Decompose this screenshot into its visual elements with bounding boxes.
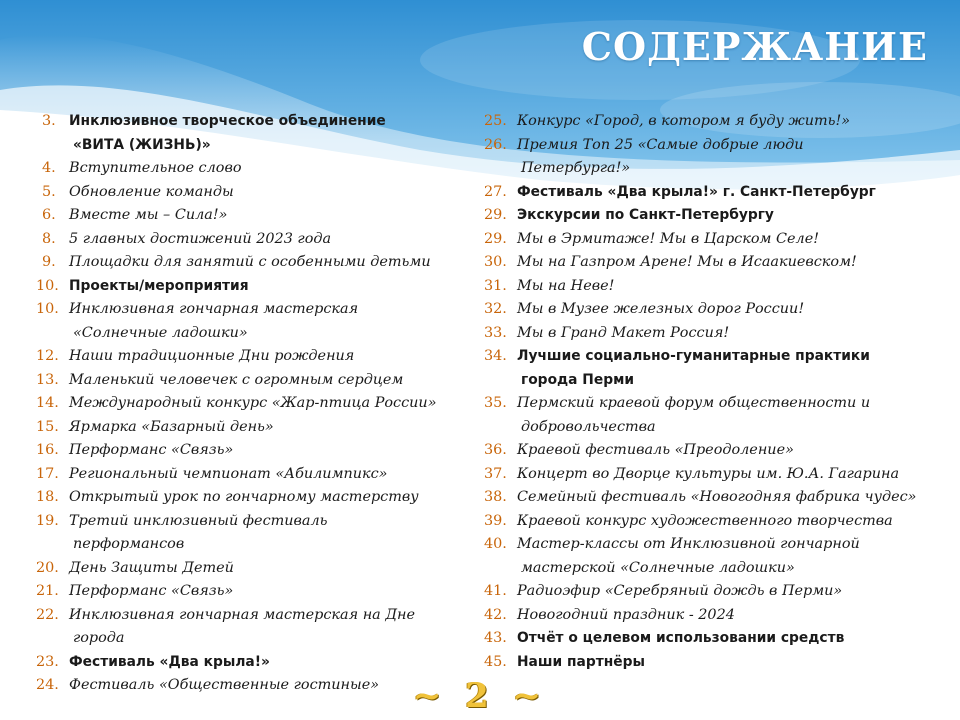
toc-entry-title-line: Вместе мы – Сила!»: [69, 207, 228, 223]
toc-entry-title: [514, 627, 944, 651]
toc-entry-title: [66, 486, 466, 510]
toc-entry: [36, 486, 466, 510]
toc-entry-title-line: День Защиты Детей: [69, 559, 234, 576]
toc-entry-page-number: 13.: [36, 371, 59, 388]
toc-entry-title: [514, 510, 944, 534]
toc-entry: [484, 604, 944, 628]
toc-entry-page-number: 33.: [484, 324, 507, 341]
toc-entry-page-number: 4.: [42, 160, 56, 176]
toc-entry-title: [514, 533, 944, 580]
toc-entry-title: [514, 251, 944, 275]
toc-entry-title-line: Премия Топ 25 «Самые добрые люди: [517, 136, 804, 153]
toc-entry: [484, 439, 944, 463]
toc-entry: [484, 651, 944, 675]
toc-entry-page-number: 10.: [36, 277, 59, 294]
toc-entry-title-line: Фестиваль «Общественные гостиные»: [69, 677, 380, 693]
toc-entry: [484, 510, 944, 534]
toc-entry-page-number: 16.: [36, 442, 59, 458]
toc-entry-title: [66, 181, 466, 205]
toc-entry: [36, 228, 466, 252]
page-title: СОДЕРЖАНИЕ: [581, 24, 928, 69]
toc-entry-page-number: 42.: [484, 606, 507, 623]
toc-entry: [484, 251, 944, 275]
toc-entry-title: [66, 275, 466, 299]
toc-entry-page-number: 29.: [484, 207, 507, 223]
toc-entry-title: [514, 181, 944, 205]
toc-entry-page-number: 35.: [484, 395, 507, 411]
toc-entry-title-line: Ярмарка «Базарный день»: [69, 418, 274, 435]
toc-entry-title-continuation: города Перми: [521, 371, 635, 388]
toc-entry: [484, 463, 944, 487]
toc-entry-title-continuation: добровольчества: [521, 418, 656, 435]
toc-entry-page-number: 36.: [484, 442, 507, 458]
toc-entry-page-number: 30.: [484, 254, 507, 270]
toc-entry-title: [514, 228, 944, 252]
toc-entry-page-number: 41.: [484, 583, 507, 599]
toc-entry: [484, 345, 944, 392]
toc-entry: [36, 298, 466, 345]
toc-entry-page-number: 39.: [484, 512, 507, 529]
toc-entry-title: [66, 439, 466, 463]
toc-entry-page-number: 24.: [36, 677, 59, 693]
toc-entry-title: [66, 392, 466, 416]
toc-entry-page-number: 43.: [484, 630, 507, 646]
toc-entry-title: [66, 651, 466, 675]
toc-entry-title-line: Конкурс «Город, в котором я буду жить!»: [517, 113, 851, 129]
toc-entry-page-number: 34.: [484, 348, 507, 364]
toc-entry-title-line: Экскурсии по Санкт-Петербургу: [517, 207, 774, 223]
toc-entry-title-line: Перформанс «Связь»: [69, 442, 234, 458]
toc-entry-title: [514, 580, 944, 604]
toc-entry-title: [66, 228, 466, 252]
toc-entry-page-number: 22.: [36, 606, 59, 623]
toc-entry-title: [66, 604, 466, 651]
toc-entry-title-line: Наши партнёры: [517, 653, 645, 670]
toc-entry-title: [514, 134, 944, 181]
toc-entry-title-line: Маленький человечек с огромным сердцем: [69, 371, 404, 388]
toc-entry-title-line: Региональный чемпионат «Абилимпикс»: [69, 465, 388, 482]
toc-left-column: [36, 110, 466, 698]
toc-entry: [484, 580, 944, 604]
toc-entry-page-number: 25.: [484, 113, 507, 129]
toc-entry-title: [514, 463, 944, 487]
toc-entry: [36, 604, 466, 651]
toc-entry-title-continuation: перформансов: [73, 536, 185, 552]
toc-entry-title: [514, 392, 944, 439]
toc-entry: [36, 204, 466, 228]
toc-entry-title-line: Перформанс «Связь»: [69, 583, 234, 599]
toc-entry: [36, 463, 466, 487]
toc-entry-title-line: Инклюзивная гончарная мастерская на Дне: [69, 606, 416, 623]
toc-entry: [36, 157, 466, 181]
toc-entry-title: [514, 322, 944, 346]
toc-entry-title-line: Мы на Неве!: [517, 277, 615, 294]
toc-entry-title-line: Концерт во Дворце культуры им. Ю.А. Гагарина: [517, 465, 900, 482]
toc-entry-title: [514, 486, 944, 510]
toc-entry-title: [514, 204, 944, 228]
toc-entry-title-line: 5 главных достижений 2023 года: [69, 230, 332, 247]
toc-entry-title: [514, 439, 944, 463]
toc-entry-title-line: Вступительное слово: [69, 160, 242, 176]
toc-entry: [484, 134, 944, 181]
toc-entry-page-number: 5.: [42, 183, 56, 200]
toc-entry-page-number: 17.: [36, 465, 59, 482]
toc-entry: [36, 651, 466, 675]
toc-entry-page-number: 26.: [484, 136, 507, 153]
toc-entry: [484, 627, 944, 651]
toc-entry: [484, 228, 944, 252]
toc-entry: [36, 181, 466, 205]
toc-entry-page-number: 20.: [36, 559, 59, 576]
toc-entry-page-number: 23.: [36, 653, 59, 670]
toc-entry-title-continuation: «Солнечные ладошки»: [73, 324, 248, 341]
toc-entry: [36, 345, 466, 369]
toc-entry-page-number: 10.: [36, 301, 59, 317]
toc-entry-title-line: Проекты/мероприятия: [69, 277, 249, 294]
toc-entry-page-number: 45.: [484, 653, 507, 670]
toc-entry-title-line: Наши традиционные Дни рождения: [69, 348, 355, 364]
toc-entry-title-line: Мы на Газпром Арене! Мы в Исаакиевском!: [517, 254, 857, 270]
toc-entry-page-number: 9.: [42, 254, 56, 270]
toc-entry-page-number: 12.: [36, 348, 59, 364]
toc-entry-title: [66, 204, 466, 228]
toc-entry-page-number: 18.: [36, 489, 59, 505]
toc-entry-title-line: Краевой конкурс художественного творчества: [517, 512, 893, 529]
toc-entry-page-number: 31.: [484, 277, 507, 294]
toc-entry-title-line: Мастер-классы от Инклюзивной гончарной: [517, 536, 860, 552]
toc-entry-page-number: 15.: [36, 418, 59, 435]
toc-entry-title-line: Лучшие социально-гуманитарные практики: [517, 348, 870, 364]
toc-entry: [484, 110, 944, 134]
toc-entry: [36, 580, 466, 604]
toc-entry-title-line: Радиоэфир «Серебряный дождь в Перми»: [517, 583, 843, 599]
toc-entry: [36, 369, 466, 393]
toc-entry-title-line: Семейный фестиваль «Новогодняя фабрика чудес»: [517, 489, 917, 505]
toc-entry-title-line: Мы в Эрмитаже! Мы в Царском Селе!: [517, 230, 819, 247]
toc-entry: [36, 439, 466, 463]
toc-entry-title: [66, 298, 466, 345]
toc-right-column: [484, 110, 944, 674]
toc-entry-title-line: Фестиваль «Два крыла!»: [69, 653, 270, 670]
toc-entry-title-line: Новогодний праздник - 2024: [517, 606, 735, 623]
toc-entry: [484, 486, 944, 510]
toc-entry-page-number: 38.: [484, 489, 507, 505]
toc-entry-title-line: Площадки для занятий с особенными детьми: [69, 254, 431, 270]
toc-entry-page-number: 27.: [484, 183, 507, 200]
toc-entry-title-line: Инклюзивная гончарная мастерская: [69, 301, 359, 317]
toc-entry-title-line: Инклюзивное творческое объединение: [69, 113, 386, 129]
toc-entry-title: [514, 651, 944, 675]
toc-entry-page-number: 29.: [484, 230, 507, 247]
toc-entry-title-continuation: города: [73, 630, 125, 646]
toc-entry-title: [66, 369, 466, 393]
toc-entry: [36, 110, 466, 157]
toc-entry: [36, 275, 466, 299]
toc-entry-title-line: Международный конкурс «Жар-птица России»: [69, 395, 437, 411]
toc-entry-title: [514, 345, 944, 392]
toc-entry-title-continuation: Петербурга!»: [521, 160, 631, 176]
toc-entry-title-line: Краевой фестиваль «Преодоление»: [517, 442, 794, 458]
toc-entry-title-line: Открытый урок по гончарному мастерству: [69, 489, 419, 505]
toc-entry-page-number: 3.: [42, 113, 56, 129]
toc-entry-title: [66, 157, 466, 181]
toc-entry-title-line: Обновление команды: [69, 183, 234, 200]
toc-entry-page-number: 19.: [36, 512, 59, 529]
toc-entry: [36, 251, 466, 275]
toc-entry: [36, 510, 466, 557]
toc-entry-title-line: Мы в Музее железных дорог России!: [517, 301, 805, 317]
toc-entry-title: [66, 251, 466, 275]
toc-entry: [36, 416, 466, 440]
toc-entry-title: [66, 510, 466, 557]
toc-entry-page-number: 32.: [484, 301, 507, 317]
toc-entry-page-number: 37.: [484, 465, 507, 482]
toc-entry-title: [66, 416, 466, 440]
toc-entry-title-line: Фестиваль «Два крыла!» г. Санкт-Петербург: [517, 183, 876, 200]
toc-entry: [484, 275, 944, 299]
toc-entry-title: [66, 557, 466, 581]
toc-entry-page-number: 14.: [36, 395, 59, 411]
toc-entry-title-line: Отчёт о целевом использовании средств: [517, 630, 845, 646]
toc-entry-title: [66, 463, 466, 487]
toc-entry: [484, 181, 944, 205]
toc-entry: [484, 392, 944, 439]
page-number: ~ 2 ~: [412, 676, 548, 716]
toc-entry-title: [66, 110, 466, 157]
toc-entry-page-number: 21.: [36, 583, 59, 599]
toc-entry-title-continuation: «ВИТА (ЖИЗНЬ)»: [73, 136, 211, 153]
toc-entry-title-line: Пермский краевой форум общественности и: [517, 395, 871, 411]
toc-entry-page-number: 40.: [484, 536, 507, 552]
toc-entry: [36, 557, 466, 581]
toc-entry-title: [514, 604, 944, 628]
toc-entry: [484, 322, 944, 346]
toc-entry-page-number: 8.: [42, 230, 56, 247]
toc-entry-title: [514, 110, 944, 134]
toc-entry-title: [66, 580, 466, 604]
toc-entry-title-line: Мы в Гранд Макет Россия!: [517, 324, 730, 341]
toc-entry: [484, 298, 944, 322]
toc-entry: [484, 204, 944, 228]
toc-entry-page-number: 6.: [42, 207, 56, 223]
toc-entry-title-line: Третий инклюзивный фестиваль: [69, 512, 328, 529]
toc-entry-title-continuation: мастерской «Солнечные ладошки»: [521, 559, 795, 576]
toc-entry: [36, 392, 466, 416]
toc-entry: [484, 533, 944, 580]
toc-entry-title: [514, 275, 944, 299]
toc-entry-title: [514, 298, 944, 322]
toc-entry-title: [66, 345, 466, 369]
